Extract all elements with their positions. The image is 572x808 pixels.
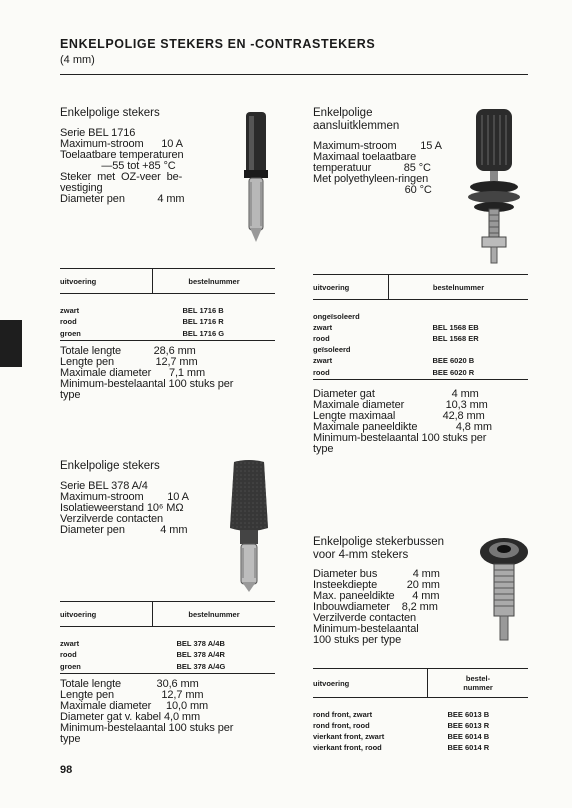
table-row: zwart BEL 1716 B xyxy=(60,306,224,315)
section4-heading: Enkelpolige stekerbussen voor 4-mm stekers xyxy=(313,536,445,561)
table-row: vierkant front, rood BEE 6014 R xyxy=(313,743,490,752)
section2-specs2: Diameter gat 4 mm Maximale diameter 10,3 mm Lengte maximaal 42,8 mm Maximale paneeldikte 4,8 mm Minimum-bestelaantal 100 stuks per type xyxy=(313,388,492,455)
table-row: ongeïsoleerd xyxy=(313,312,360,321)
table-row: rond front, rood BEE 6013 R xyxy=(313,721,490,730)
col-header-uitvoering: uitvoering xyxy=(313,669,428,698)
table-row: geïsoleerd xyxy=(313,345,351,354)
table-row: zwart BEL 378 A/4B xyxy=(60,639,225,648)
section2-table xyxy=(313,274,528,380)
terminal-clamp-image xyxy=(462,105,526,265)
col-header-uitvoering: uitvoering xyxy=(313,275,389,300)
socket-bus-image xyxy=(476,534,532,644)
section1-table xyxy=(60,268,275,341)
section3-table xyxy=(60,601,275,674)
thumb-index-tab xyxy=(0,320,22,367)
table-row: zwart BEL 1568 EB xyxy=(313,323,479,332)
section1-heading: Enkelpolige stekers xyxy=(60,107,160,119)
page-number: 98 xyxy=(60,764,73,776)
section2-specs: Maximum-stroom 15 A Maximaal toelaatbare temperatuur 85 °C Met polyethyleen-ringen 60 °C xyxy=(313,140,442,196)
col-header-bestelnummer: bestelnummer xyxy=(153,602,276,627)
section4-table xyxy=(313,668,528,753)
section3-heading: Enkelpolige stekers xyxy=(60,460,160,472)
section3-specs2: Totale lengte 30,6 mm Lengte pen 12,7 mm Maximale diameter 10,0 mm Diameter gat v. kabel 4,0 mm Minimum-bestelaantal 100 stuks per type xyxy=(60,678,234,745)
col-header-uitvoering: uitvoering xyxy=(60,602,153,627)
table-row: groen BEL 1716 G xyxy=(60,327,275,341)
col-header-bestelnummer: bestelnummer xyxy=(389,275,529,300)
banana-plug-image-1 xyxy=(240,110,274,245)
section3-specs: Serie BEL 378 A/4 Maximum-stroom 10 A Isolatieweerstand 10⁶ MΩ Verzilverde contacten Diameter pen 4 mm xyxy=(60,480,189,536)
section1-specs: Serie BEL 1716 Maximum-stroom 10 A Toelaatbare temperaturen —55 tot +85 °C Steker met OZ-veer be- vestiging Diameter pen 4 mm xyxy=(60,127,185,205)
table-row: groen BEL 378 A/4G xyxy=(60,660,275,674)
section1-specs2: Totale lengte 28,6 mm Lengte pen 12,7 mm Maximale diameter 7,1 mm Minimum-bestelaantal 100 stuks per type xyxy=(60,345,234,401)
section2-heading: Enkelpolige aansluitklemmen xyxy=(313,107,400,132)
table-row: rood BEL 1568 ER xyxy=(313,334,479,343)
banana-plug-image-2 xyxy=(224,458,274,593)
table-row: rood BEL 1716 R xyxy=(60,317,224,326)
section4-specs: Diameter bus 4 mm Insteekdiepte 20 mm Max. paneeldikte 4 mm Inbouwdiameter 8,2 mm Verzilverde contacten Minimum-bestelaantal 100 stuks per type xyxy=(313,568,440,646)
table-row: rood BEE 6020 R xyxy=(313,366,528,380)
col-header-bestelnummer: bestelnummer xyxy=(153,269,276,294)
table-row: vierkant front, zwart BEE 6014 B xyxy=(313,732,490,741)
table-row: rond front, zwart BEE 6013 B xyxy=(313,710,490,719)
page-title: ENKELPOLIGE STEKERS EN -CONTRASTEKERS xyxy=(60,37,376,51)
table-row: rood BEL 378 A/4R xyxy=(60,650,225,659)
col-header-uitvoering: uitvoering xyxy=(60,269,153,294)
page-subtitle: (4 mm) xyxy=(60,54,95,66)
col-header-bestelnummer: bestel- nummer xyxy=(428,669,529,698)
header-rule xyxy=(60,74,528,75)
table-row: zwart BEE 6020 B xyxy=(313,356,475,365)
